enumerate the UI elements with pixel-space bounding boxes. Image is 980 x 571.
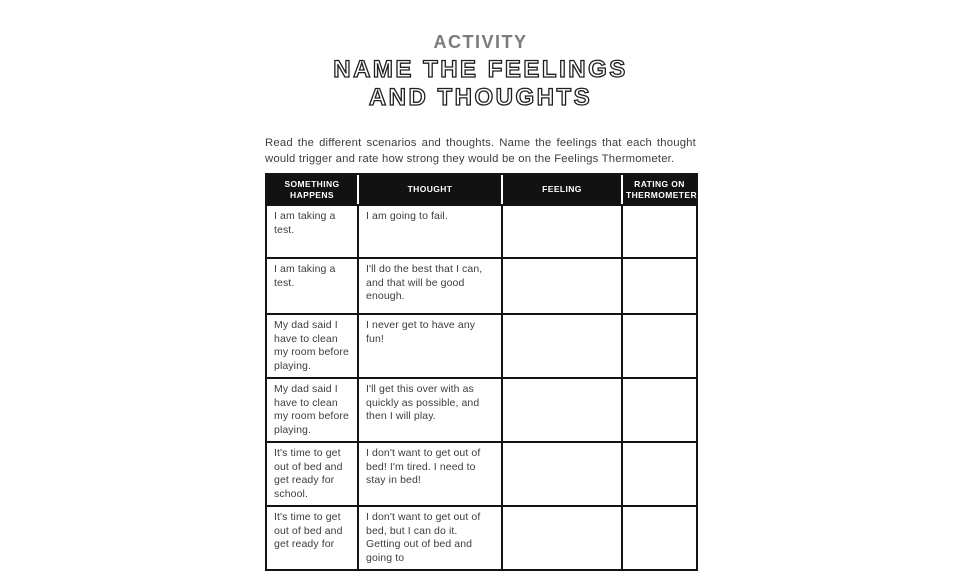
cell-thought: I don't want to get out of bed, but I can do it. Getting out of bed and going to <box>358 506 502 570</box>
cell-rating-blank <box>622 314 697 378</box>
cell-rating-blank <box>622 506 697 570</box>
cell-something-happens: My dad said I have to clean my room before playing. <box>266 378 358 442</box>
cell-feeling-blank <box>502 314 622 378</box>
worksheet-page <box>265 0 696 571</box>
cell-rating-blank <box>622 378 697 442</box>
cell-feeling-blank <box>502 378 622 442</box>
cell-rating-blank <box>622 442 697 506</box>
table-row <box>266 205 697 258</box>
cell-thought: I never get to have any fun! <box>358 314 502 378</box>
table-row <box>266 258 697 314</box>
table-row <box>266 506 697 570</box>
table-header-row <box>266 174 697 205</box>
cell-feeling-blank <box>502 205 622 258</box>
cell-feeling-blank <box>502 258 622 314</box>
table-row <box>266 442 697 506</box>
worksheet-title <box>265 56 696 112</box>
cell-thought: I'll do the best that I can, and that will be good enough. <box>358 258 502 314</box>
intro-paragraph: Read the different scenarios and thoughts. Name the feelings that each thought would trigger and rate how strong they would be on the Feelings Thermometer. <box>265 137 696 165</box>
table-row <box>266 378 697 442</box>
cell-thought: I am going to fail. <box>358 205 502 258</box>
column-header-something-happens: SOMETHING HAPPENS <box>266 174 358 205</box>
column-header-rating: RATING ON THERMOMETER <box>622 174 697 205</box>
cell-something-happens: I am taking a test. <box>266 258 358 314</box>
cell-rating-blank <box>622 205 697 258</box>
activity-kicker: ACTIVITY <box>433 32 528 52</box>
cell-something-happens: It's time to get out of bed and get ready for school. <box>266 442 358 506</box>
cell-thought: I don't want to get out of bed! I'm tired. I need to stay in bed! <box>358 442 502 506</box>
column-header-feeling: FEELING <box>502 174 622 205</box>
cell-feeling-blank <box>502 442 622 506</box>
cell-something-happens: I am taking a test. <box>266 205 358 258</box>
column-header-thought: THOUGHT <box>358 174 502 205</box>
worksheet-title-line2: AND THOUGHTS <box>368 84 593 111</box>
table-row <box>266 314 697 378</box>
cell-something-happens: My dad said I have to clean my room before playing. <box>266 314 358 378</box>
cell-thought: I'll get this over with as quickly as possible, and then I will play. <box>358 378 502 442</box>
scenarios-table <box>265 173 698 571</box>
cell-rating-blank <box>622 258 697 314</box>
worksheet-title-line1: NAME THE FEELINGS <box>333 56 628 83</box>
cell-feeling-blank <box>502 506 622 570</box>
cell-something-happens: It's time to get out of bed and get ready for <box>266 506 358 570</box>
